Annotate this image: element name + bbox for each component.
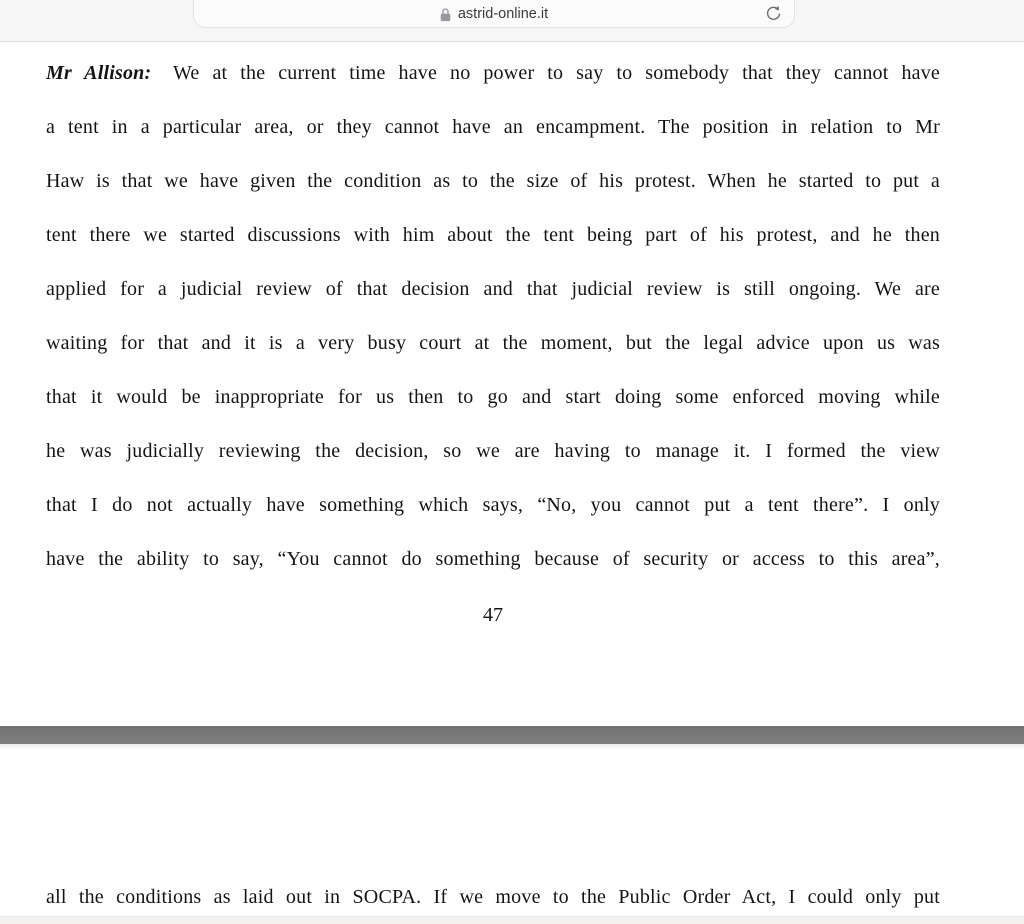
transcript-text: We at the current time have no power to say to somebody that they cannot have [172,62,940,84]
page-number: 47 [483,604,503,626]
address-bar[interactable] [193,0,795,28]
browser-toolbar [0,0,1024,42]
transcript-line: applied for a judicial review of that decision and that judicial review is still ongoing. We are [46,278,940,300]
transcript-line: that it would be inappropriate for us then to go and start doing some enforced moving while [46,386,940,408]
transcript-line: have the ability to say, “You cannot do something because of security or access to this area”, [46,548,940,570]
transcript-line: waiting for that and it is a very busy court at the moment, but the legal advice upon us was [46,332,940,354]
transcript-line: that I do not actually have something which says, “No, you cannot put a tent there”. I only [46,494,940,516]
transcript-line: tent there we started discussions with him about the tent being part of his protest, and he then [46,224,940,246]
lock-icon [440,7,451,22]
transcript-line: he was judicially reviewing the decision, so we are having to manage it. I formed the view [46,440,940,462]
document-page-47 [0,42,1024,726]
page-divider [0,726,1024,744]
speaker-name: Mr Allison: [46,62,152,84]
address-bar-content [194,6,794,22]
transcript-line [46,46,940,100]
transcript-line: Haw is that we have given the condition as to the size of his protest. When he started to put a [46,170,940,192]
document-page-48 [0,744,1024,924]
transcript-paragraph [46,46,940,586]
bottom-edge [0,916,1024,924]
transcript-line: all the conditions as laid out in SOCPA. If we move to the Public Order Act, I could only put [46,886,940,908]
transcript-line: a tent in a particular area, or they cannot have an encampment. The position in relation to Mr [46,116,940,138]
reload-button[interactable] [763,3,783,23]
url-text: astrid-online.it [457,6,549,22]
